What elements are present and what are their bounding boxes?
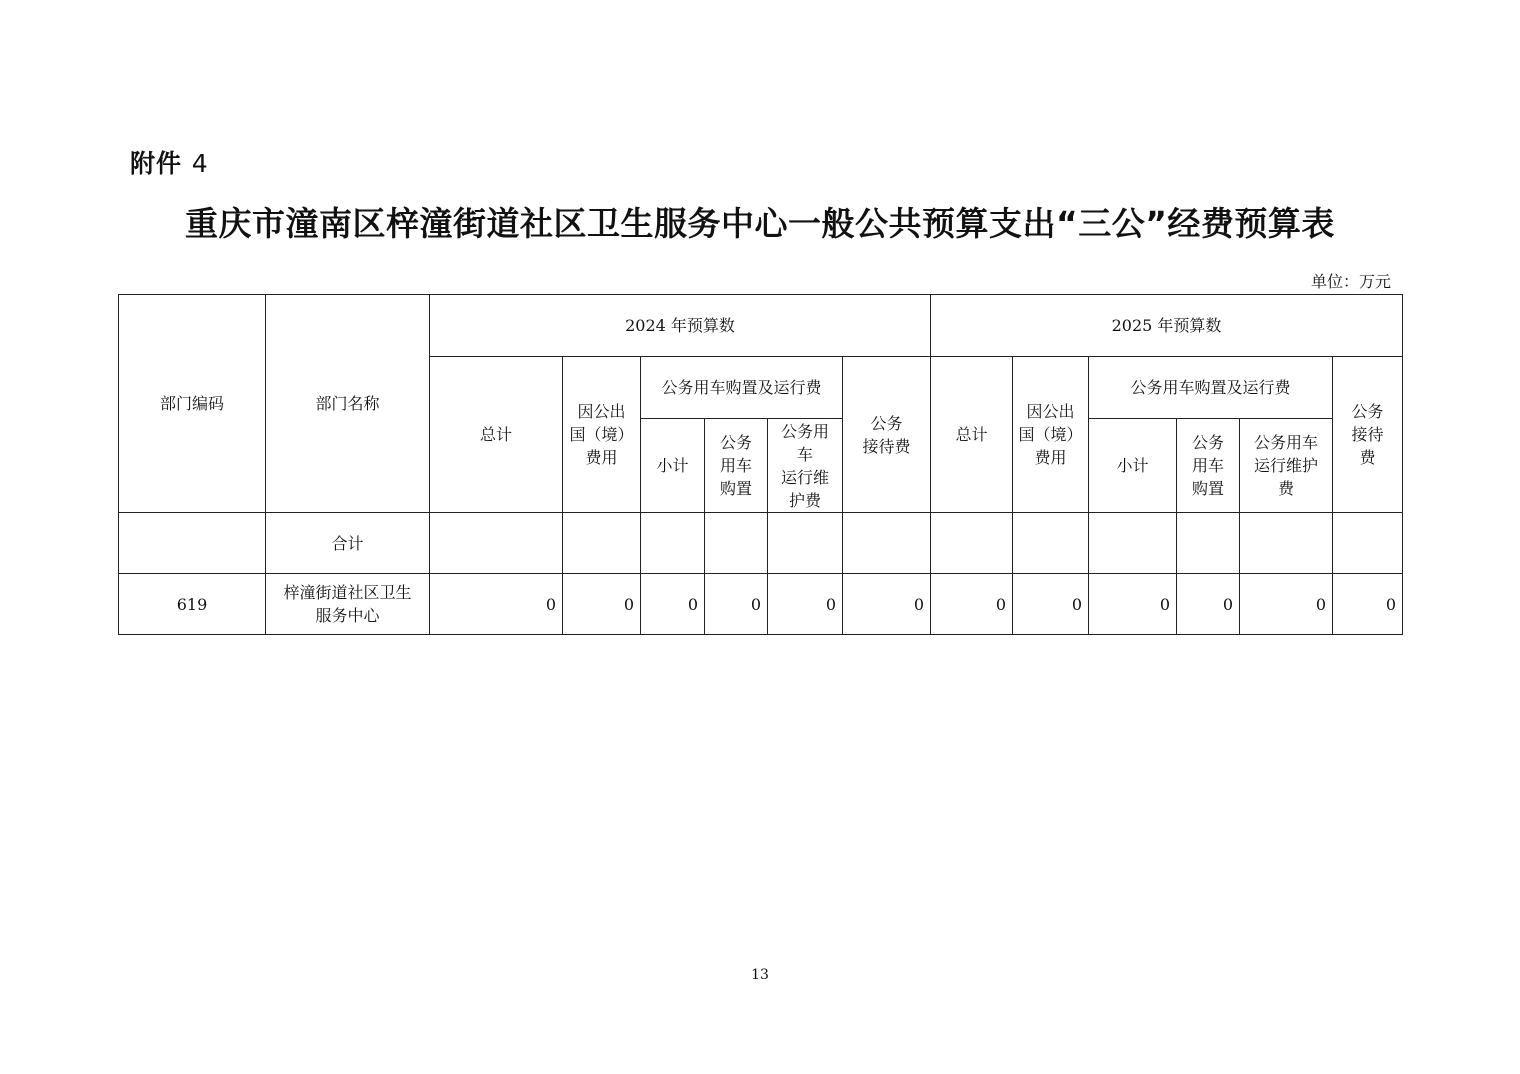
header-abroad-2025-line3: 费用 <box>1034 448 1067 467</box>
header-total-2025: 总计 <box>931 357 1013 513</box>
total-cell <box>1177 513 1240 574</box>
header-reception-2025-line3: 费 <box>1359 448 1376 467</box>
header-vehicle-maint-2024-line4: 护费 <box>788 490 821 510</box>
total-cell <box>1333 513 1403 574</box>
header-vehicle-maint-2025-line3: 费 <box>1277 479 1294 498</box>
header-vehicle-maint-2025 <box>1240 419 1333 513</box>
header-vehicle-purchase-2024-line3: 购置 <box>719 479 752 498</box>
total-row-code <box>119 513 266 574</box>
row-dept-name-line2: 服务中心 <box>315 606 380 625</box>
header-abroad-2024 <box>563 357 641 513</box>
header-reception-2024 <box>843 357 931 513</box>
cell-2025-reception: 0 <box>1333 574 1403 635</box>
total-cell <box>1089 513 1177 574</box>
header-subtotal-2024: 小计 <box>641 419 705 513</box>
cell-2024-vehicle-purchase: 0 <box>705 574 768 635</box>
header-dept-name: 部门名称 <box>266 295 430 513</box>
header-abroad-2024-line3: 费用 <box>585 448 618 467</box>
total-cell <box>430 513 563 574</box>
budget-table <box>118 294 1403 635</box>
header-reception-2025-line1: 公务 <box>1351 402 1384 421</box>
unit-label: 单位：万元 <box>1310 272 1391 291</box>
header-year-2024: 2024 年预算数 <box>430 295 931 357</box>
page-title: 重庆市潼南区梓潼街道社区卫生服务中心一般公共预算支出“三公”经费预算表 <box>185 204 1335 243</box>
header-vehicle-maint-2024-line1: 公务用 <box>780 421 829 441</box>
header-vehicle-purchase-2025-line2: 用车 <box>1191 456 1224 475</box>
header-year-2025: 2025 年预算数 <box>931 295 1403 357</box>
cell-2024-vehicle-subtotal: 0 <box>641 574 705 635</box>
cell-2024-reception: 0 <box>843 574 931 635</box>
row-dept-name <box>266 574 430 635</box>
header-abroad-2025-line1: 因公出 <box>1026 402 1075 421</box>
header-vehicle-purchase-2024 <box>705 419 768 513</box>
total-cell <box>931 513 1013 574</box>
cell-2024-vehicle-maint: 0 <box>768 574 843 635</box>
cell-2025-abroad: 0 <box>1013 574 1089 635</box>
header-vehicle-maint-2024-line3: 运行维 <box>780 467 829 487</box>
header-vehicle-group-2025: 公务用车购置及运行费 <box>1089 357 1333 419</box>
header-reception-2024-line2: 接待费 <box>862 436 911 456</box>
header-reception-2025 <box>1333 357 1403 513</box>
header-dept-code: 部门编码 <box>119 295 266 513</box>
attachment-number: 4 <box>191 149 209 178</box>
header-subtotal-2025: 小计 <box>1089 419 1177 513</box>
header-vehicle-group-2024: 公务用车购置及运行费 <box>641 357 843 419</box>
header-total-2024: 总计 <box>430 357 563 513</box>
header-abroad-2025 <box>1013 357 1089 513</box>
row-dept-name-line1: 梓潼街道社区卫生 <box>283 583 412 602</box>
total-cell <box>843 513 931 574</box>
cell-2025-total: 0 <box>931 574 1013 635</box>
attachment-label-text: 附件 <box>130 149 183 178</box>
cell-2025-vehicle-maint: 0 <box>1240 574 1333 635</box>
header-reception-2024-line1: 公务 <box>870 413 903 433</box>
cell-2025-vehicle-subtotal: 0 <box>1089 574 1177 635</box>
total-cell <box>1013 513 1089 574</box>
header-vehicle-maint-2025-line1: 公务用车 <box>1253 433 1318 452</box>
header-vehicle-purchase-2025-line1: 公务 <box>1191 433 1224 452</box>
cell-2024-total: 0 <box>430 574 563 635</box>
header-vehicle-maint-2024 <box>768 419 843 513</box>
header-vehicle-purchase-2024-line1: 公务 <box>719 433 752 452</box>
header-vehicle-purchase-2025-line3: 购置 <box>1191 479 1224 498</box>
table-row <box>119 574 1403 635</box>
header-abroad-2025-line2: 国（境） <box>1018 425 1083 444</box>
total-cell <box>1240 513 1333 574</box>
cell-2025-vehicle-purchase: 0 <box>1177 574 1240 635</box>
header-abroad-2024-line1: 因公出 <box>577 402 626 421</box>
total-cell <box>768 513 843 574</box>
total-row <box>119 513 1403 574</box>
header-abroad-2024-line2: 国（境） <box>569 425 634 444</box>
row-dept-code: 619 <box>119 574 266 635</box>
header-reception-2025-line2: 接待 <box>1351 425 1384 444</box>
attachment-label <box>130 144 209 180</box>
total-cell <box>563 513 641 574</box>
total-cell <box>641 513 705 574</box>
header-vehicle-maint-2024-line2: 车 <box>796 444 813 464</box>
total-cell <box>705 513 768 574</box>
header-row-1 <box>119 295 1403 357</box>
header-vehicle-maint-2025-line2: 运行维护 <box>1253 456 1318 475</box>
header-vehicle-purchase-2024-line2: 用车 <box>719 456 752 475</box>
header-vehicle-purchase-2025 <box>1177 419 1240 513</box>
page-number: 13 <box>751 967 769 983</box>
total-row-label: 合计 <box>266 513 430 574</box>
cell-2024-abroad: 0 <box>563 574 641 635</box>
